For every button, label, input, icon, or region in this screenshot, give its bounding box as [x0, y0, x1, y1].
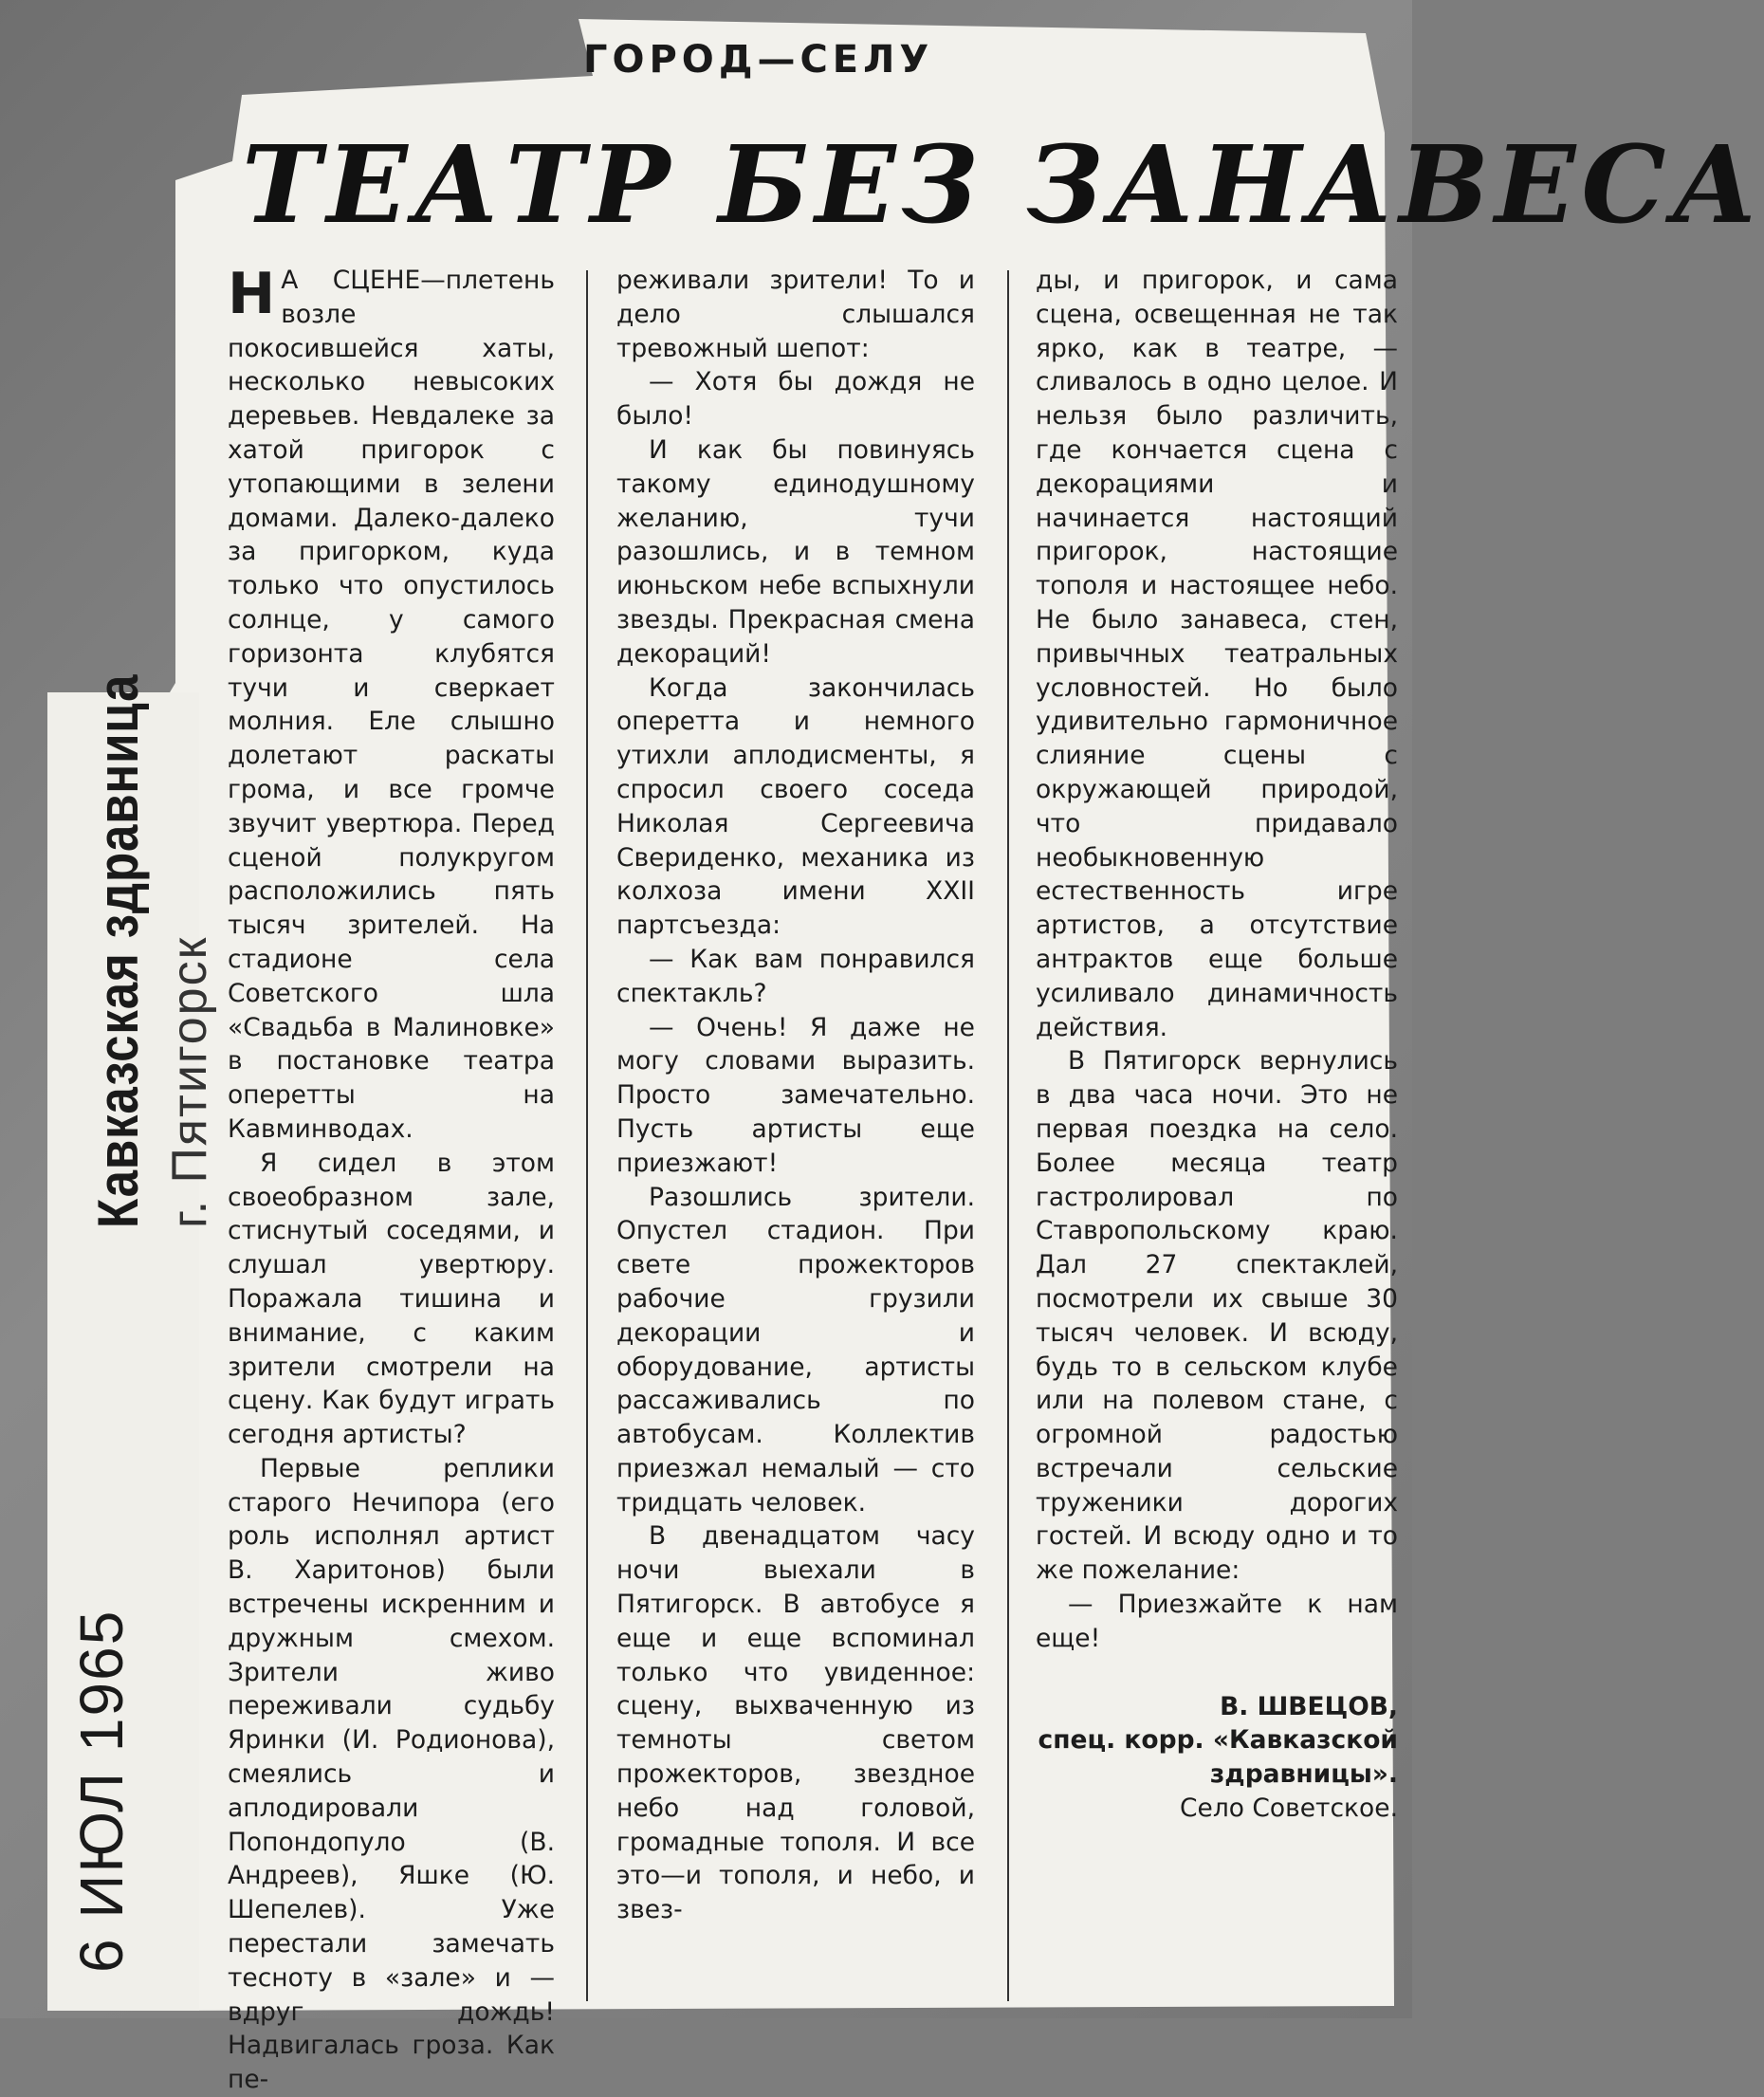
paragraph: ды, и пригорок, и сама сцена, освещенная не так ярко, как в театре, — сливалось в одно целое. И нельзя было различить, где кончается сцена с декорациями и начинается настоящий пригорок, настоящие тополя и настоящее небо. Не было занавеса, стен, привычных театральных условностей. Но было удивительно гармоничное слияние сцены с окружающей природой, что придавало необыкновенную естественность игре артистов, а отсутствие антрактов еще больше усиливало динамичность действия.	[1036, 266, 1398, 1042]
paragraph: — Хотя бы дождя не было!	[616, 367, 975, 432]
paragraph: Когда закончилась оперетта и немного утихли аплодисменты, я спросил своего соседа Николая Сергеевича Свериденко, механика из колхоза имени XXII партсъезда:	[616, 672, 975, 941]
paragraph: Первые реплики старого Нечипора (его роль исполнял артист В. Харитонов) были встречены искренним и дружным смехом. Зрители живо переживали судьбу Яринки (И. Родионова), смеялись и аплодировали Попондопуло (В. Андреев), Яшке (Ю. Шепелев). Уже перестали замечать тесноту в «зале» и — вдруг дождь! Надвигалась гроза. Как пе-	[228, 1453, 555, 2095]
paragraph: Н А СЦЕНЕ—плетень возле покосившейся хаты, несколько невысоких деревьев. Невдалеке за хатой пригорок с утопающими в зелени домами. Далеко-далеко за пригорком, куда только что опустилось солнце, у самого горизонта клубятся тучи и сверкает молния. Еле слышно долетают раскаты грома, и все громче звучит увертюра. Перед сценой полукругом расположились пять тысяч зрителей. На стадионе села Советского шла «Свадьба в Малиновке» в постановке театра оперетты на Кавминводах.	[228, 261, 555, 1144]
paragraph: В Пятигорск вернулись в два часа ночи. Это не первая поездка на село. Более месяца театр гастролировал по Ставропольскому краю. Дал 27 спектаклей, посмотрели их свыше 30 тысяч человек. И всюду, будь то в сельском клубе или на полевом стане, с огромной радостью встречали сельские труженики дорогих гостей. И всюду одно и то же пожелание:	[1036, 1046, 1398, 1586]
paragraph: Я сидел в этом своеобразном зале, стиснутый соседями, и слушал увертюру. Поражала тишина и внимание, с каким зрители смотрели на сцену. Как будут играть сегодня артисты?	[228, 1148, 555, 1450]
article-column-1	[228, 261, 555, 2095]
paragraph: — Очень! Я даже не могу словами выразить. Просто замечательно. Пусть артисты еще приезжают!	[616, 1012, 975, 1178]
column-rule	[586, 270, 588, 2001]
paragraph: — Как вам понравился спектакль?	[616, 944, 975, 1008]
author-name: В. ШВЕЦОВ,	[1220, 1691, 1398, 1721]
paragraph: реживали зрители! То и дело слышался тревожный шепот:	[616, 266, 975, 363]
stamp-date: 6 ИЮЛ 1965	[67, 1609, 136, 1973]
drop-cap: Н	[228, 261, 276, 327]
paragraph: Разошлись зрители. Опустел стадион. При свете прожекторов рабочие грузили декорации и оборудование, артисты рассаживались по автобусам. Коллектив приезжал немалый — сто тридцать человек.	[616, 1182, 975, 1518]
article-column-2	[616, 264, 975, 2009]
dateline-place: Село Советское.	[1180, 1793, 1398, 1824]
rubric: ГОРОД—СЕЛУ	[583, 38, 934, 82]
stamp-city: г. Пятигорск	[162, 935, 217, 1228]
paragraph: — Приезжайте к нам еще!	[1036, 1590, 1398, 1653]
paragraph: И как бы повинуясь такому единодушному желанию, тучи разошлись, и в темном июньском небе вспыхнули звезды. Прекрасная смена декораций!	[616, 434, 975, 669]
column-rule	[1007, 270, 1009, 2001]
stamp-newspaper-name: Кавказская здравница	[86, 673, 150, 1228]
article-column-3	[1036, 264, 1398, 2009]
paragraph: В двенадцатом часу ночи выехали в Пятигорск. В автобусе я еще и еще вспоминал только что увиденное: сцену, выхваченную из темноты светом прожекторов, звездное небо над головой, громадные тополя. И все это—и тополя, и небо, и звез-	[616, 1521, 975, 1925]
headline: ТЕАТР БЕЗ ЗАНАВЕСА	[242, 123, 1764, 248]
author-role: спец. корр. «Кавказской здравницы».	[1038, 1725, 1398, 1790]
